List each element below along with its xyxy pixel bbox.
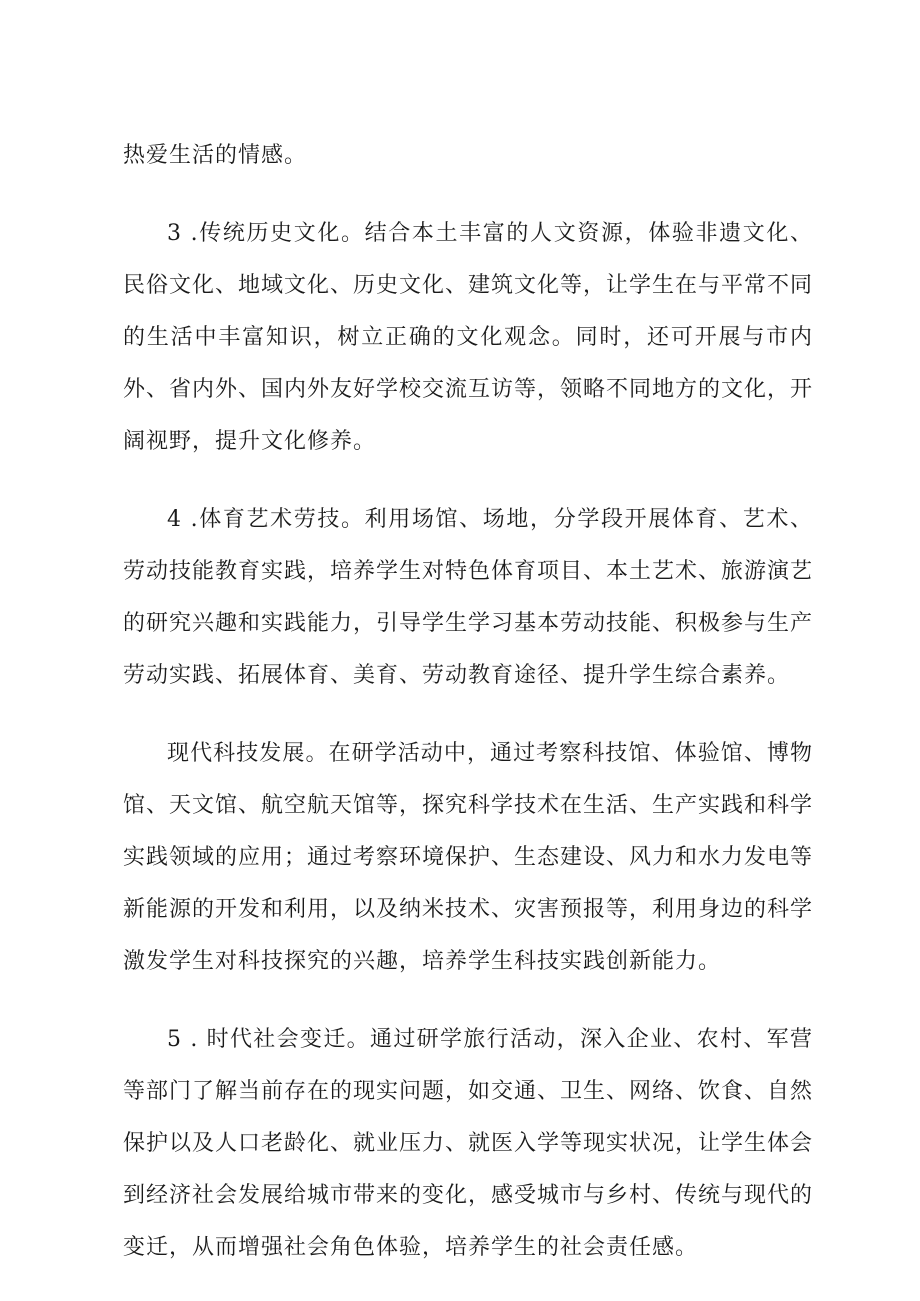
paragraph-gap [123, 468, 813, 494]
paragraph-gap [123, 182, 813, 208]
paragraph-continuation: 热爱生活的情感。 [123, 143, 308, 168]
paragraph-gap [123, 702, 813, 728]
paragraph-social-change: 5 . 时代社会变迁。通过研学旅行活动，深入企业、农村、军营等部门了解当前存在的现实问题，如交通、卫生、网络、饮食、自然保护以及人口老龄化、就业压力、就医入学等现实状况，让学生体会到经济社会发展给城市带来的变化，感受城市与乡村、传统与现代的变迁，从而增强社会角色体验，培养学生的社会责任感。 [123, 1027, 814, 1260]
paragraph-gap [123, 988, 813, 1014]
paragraph-modern-technology: 现代科技发展。在研学活动中，通过考察科技馆、体验馆、博物馆、天文馆、航空航天馆等，探究科学技术在生活、生产实践和科学实践领域的应用；通过考察环境保护、生态建设、风力和水力发电等新能源的开发和利用，以及纳米技术、灾害预报等，利用身边的科学激发学生对科技探究的兴趣，培养学生科技实践创新能力。 [123, 741, 814, 974]
body-text [123, 130, 813, 1274]
paragraph-traditional-culture: 3 .传统历史文化。结合本土丰富的人文资源，体验非遗文化、民俗文化、地域文化、历史文化、建筑文化等，让学生在与平常不同的生活中丰富知识，树立正确的文化观念。同时，还可开展与市内外、省内外、国内外友好学校交流互访等，领略不同地方的文化，开阔视野，提升文化修养。 [123, 221, 814, 454]
paragraph-sports-arts: 4 .体育艺术劳技。利用场馆、场地，分学段开展体育、艺术、劳动技能教育实践，培养学生对特色体育项目、本土艺术、旅游演艺的研究兴趣和实践能力，引导学生学习基本劳动技能、积极参与生产劳动实践、拓展体育、美育、劳动教育途径、提升学生综合素养。 [123, 507, 814, 688]
